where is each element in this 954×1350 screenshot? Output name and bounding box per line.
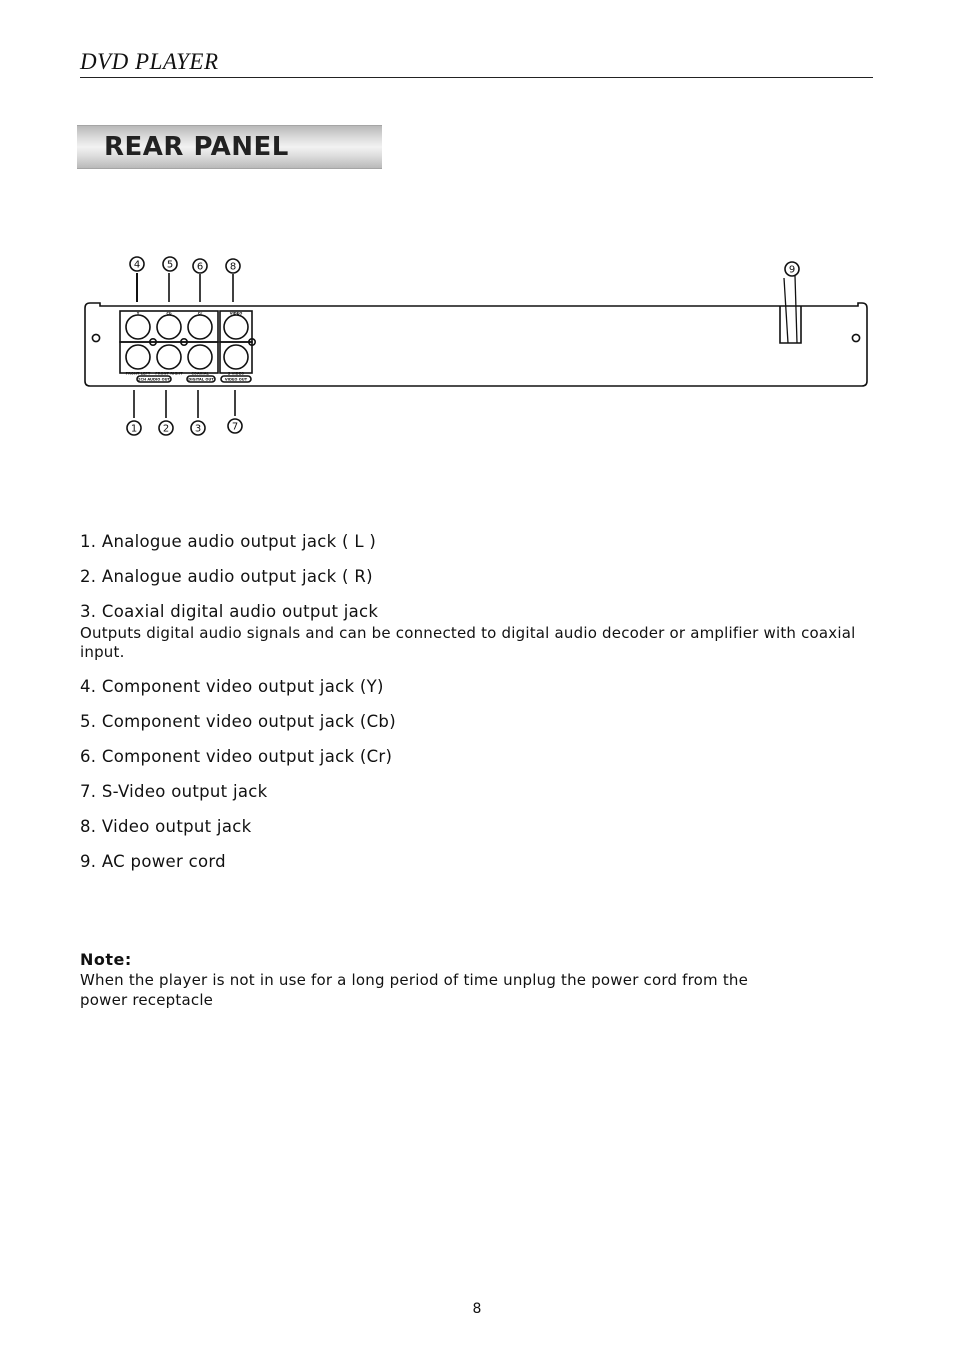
jack-cb: [157, 315, 181, 339]
document-header-title: DVD PLAYER: [80, 49, 219, 74]
list-item: [80, 602, 880, 662]
list-item: [80, 817, 880, 837]
jack-label-cb: Cb: [166, 311, 172, 316]
list-item: [80, 747, 880, 767]
callout-2: 2: [162, 423, 170, 435]
mount-hole-right: [852, 334, 859, 341]
jack-coaxial: [188, 345, 212, 369]
group-label-digital-out: DIGITAL OUT: [188, 377, 214, 382]
list-item: [80, 677, 880, 697]
jack-y: [126, 315, 150, 339]
item-text: 3. Coaxial digital audio output jack: [80, 602, 379, 621]
item-text: 8. Video output jack: [80, 817, 252, 836]
callout-8: 8: [229, 261, 237, 273]
callout-6: 6: [196, 261, 204, 273]
group-label-video-out: VIDEO OUT: [224, 377, 248, 382]
callout-1: 1: [130, 423, 138, 435]
jack-label-svideo: S-VIDEO: [227, 371, 245, 376]
jack-front-left: [126, 345, 150, 369]
jack-label-cr: Cr: [197, 311, 203, 316]
list-item: [80, 532, 880, 552]
section-banner: [77, 125, 382, 169]
jack-label-front-right: FRONT RIGHT: [155, 371, 183, 376]
item-text: 4. Component video output jack (Y): [80, 677, 384, 696]
item-text: 6. Component video output jack (Cr): [80, 747, 393, 766]
callout-4: 4: [133, 259, 141, 271]
item-description: Outputs digital audio signals and can be connected to digital audio decoder or amplifier with coaxial input.: [80, 624, 856, 661]
jack-front-right: [157, 345, 181, 369]
jack-svideo: [224, 345, 248, 369]
rear-panel-item-list: [80, 532, 880, 887]
note-text: When the player is not in use for a long period of time unplug the power cord from the power receptacle: [80, 971, 749, 1009]
group-label-audio-out: 2CH AUDIO OUT: [137, 377, 171, 382]
jack-label-y: Y: [136, 311, 140, 316]
item-text: 2. Analogue audio output jack ( R): [80, 567, 373, 586]
note-title: Note:: [80, 950, 132, 969]
item-text: 9. AC power cord: [80, 852, 226, 871]
item-text: 7. S-Video output jack: [80, 782, 268, 801]
callout-3: 3: [194, 423, 202, 435]
list-item: [80, 852, 880, 872]
item-text: 1. Analogue audio output jack ( L ): [80, 532, 377, 551]
callout-5: 5: [166, 259, 174, 271]
rear-panel-diagram: [0, 240, 954, 450]
jack-label-coaxial: COAXIAL: [191, 371, 209, 376]
callout-9: 9: [788, 264, 796, 276]
list-item: [80, 712, 880, 732]
note-block: [80, 950, 780, 1010]
page-number: 8: [472, 1301, 482, 1317]
jack-label-video: VIDEO: [229, 311, 243, 316]
mount-hole-left: [92, 334, 99, 341]
power-cord-strain-relief: [780, 306, 801, 343]
jack-label-front-left: FRONT LEFT: [125, 371, 151, 376]
jack-cr: [188, 315, 212, 339]
list-item: [80, 567, 880, 587]
header-rule: [80, 77, 873, 78]
item-text: 5. Component video output jack (Cb): [80, 712, 396, 731]
jack-video: [224, 315, 248, 339]
callout-7: 7: [231, 421, 239, 433]
list-item: [80, 782, 880, 802]
section-title: REAR PANEL: [104, 132, 289, 162]
